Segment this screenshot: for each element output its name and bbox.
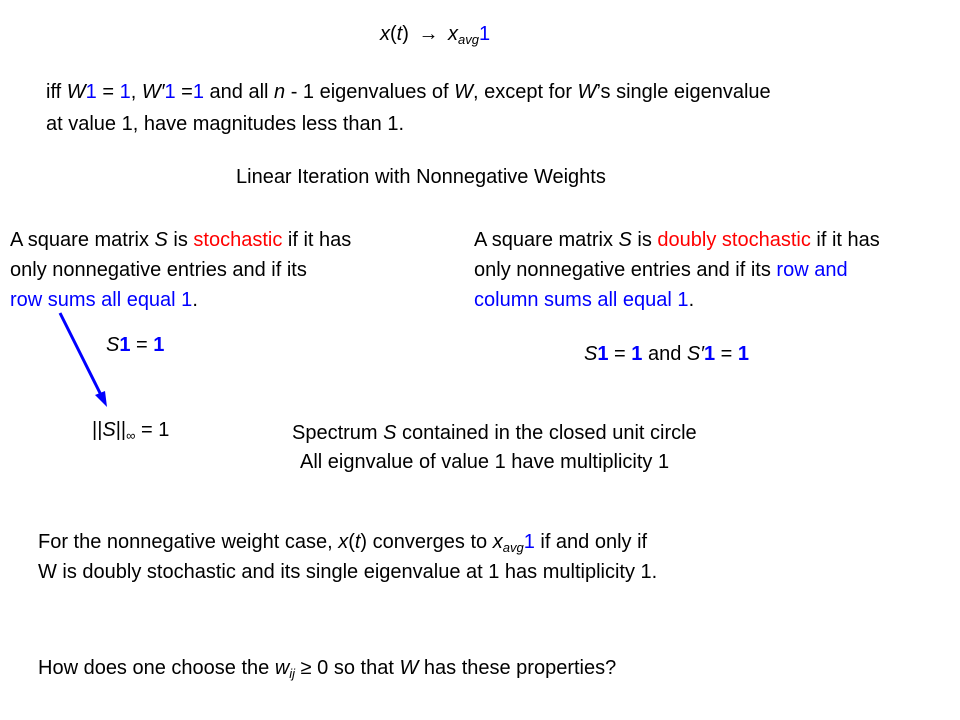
text: Spectrum — [292, 422, 384, 444]
text: and — [642, 343, 687, 365]
var-t: t — [396, 23, 403, 45]
term-stochastic: stochastic — [193, 229, 283, 251]
var-W: W — [454, 81, 474, 103]
ones-vector: 1 — [523, 531, 535, 553]
var-x: x — [380, 23, 390, 45]
var-W: W — [399, 657, 419, 679]
infinity-norm-equation — [92, 418, 169, 442]
paren-open: ( — [390, 23, 397, 45]
subscript-avg: avg — [502, 540, 524, 555]
text: = — [175, 81, 193, 103]
text: is — [631, 229, 658, 251]
ones-vector: 1 — [703, 343, 716, 365]
var-xavg: x — [448, 23, 459, 45]
var-W-transpose: W′ — [141, 81, 165, 103]
section-heading: Linear Iteration with Nonnegative Weights — [236, 166, 606, 188]
var-x: x — [338, 531, 349, 553]
text: = — [715, 343, 738, 365]
var-t: t — [354, 531, 361, 553]
text: if it has — [282, 229, 352, 251]
var-S: S — [584, 343, 598, 365]
text: . — [192, 289, 198, 311]
var-W: W — [66, 81, 86, 103]
text: has these properties? — [418, 657, 617, 679]
var-S: S — [102, 419, 116, 441]
ones-vector: 1 — [153, 334, 165, 356]
text: contained in the closed unit circle — [396, 422, 697, 444]
text: A square matrix — [10, 229, 155, 251]
text: = — [608, 343, 632, 365]
ones-vector: 1 — [479, 23, 491, 45]
text: , — [130, 81, 142, 103]
var-S: S — [618, 229, 632, 251]
ones-vector: 1 — [737, 343, 750, 365]
var-S: S — [154, 229, 168, 251]
ones-vector: 1 — [192, 81, 204, 103]
var-S-transpose: S′ — [686, 343, 704, 365]
text: 0 so that — [317, 657, 400, 679]
var-n: n — [274, 81, 286, 103]
var-W: W — [577, 81, 597, 103]
text: if it has — [810, 229, 880, 251]
ones-vector: 1 — [119, 334, 131, 356]
subscript-avg: avg — [458, 32, 479, 47]
doubly-stochastic-equation — [584, 342, 749, 366]
text: ) — [360, 531, 368, 553]
ones-vector: 1 — [631, 343, 643, 365]
row-and-phrase: row and — [776, 259, 848, 281]
paren-close: ) — [402, 23, 409, 45]
doubly-stochastic-def-line-1 — [474, 228, 880, 252]
ones-vector: 1 — [85, 81, 97, 103]
var-w: w — [274, 657, 290, 679]
text: is — [167, 229, 194, 251]
text: , except for — [473, 81, 578, 103]
var-xavg: x — [492, 531, 503, 553]
iff-condition-line-2: at value 1, have magnitudes less than 1. — [46, 113, 405, 135]
text: iff — [46, 81, 67, 103]
text: ( — [348, 531, 355, 553]
text: A square matrix — [474, 229, 619, 251]
closing-question — [38, 656, 616, 680]
text: if and only if — [534, 531, 648, 553]
infinity-symbol: ∞ — [126, 428, 136, 443]
text: How does one choose the — [38, 657, 275, 679]
text: = — [96, 81, 120, 103]
text: and all — [203, 81, 275, 103]
ones-vector: 1 — [597, 343, 609, 365]
ones-vector: 1 — [164, 81, 176, 103]
text: - 1 eigenvalues of — [285, 81, 455, 103]
subscript-ij: ij — [289, 666, 296, 681]
column-sums-phrase: column sums all equal 1 — [474, 289, 689, 311]
spectrum-line-1 — [292, 421, 697, 445]
spectrum-line-2: All eignvalue of value 1 have multiplicity 1 — [300, 451, 670, 473]
text: || — [92, 419, 103, 441]
geq-symbol: ≥ — [295, 657, 318, 679]
row-sums-phrase: row sums all equal 1 — [10, 289, 193, 311]
conclusion-line-2: W is doubly stochastic and its single eigenvalue at 1 has multiplicity 1. — [38, 561, 658, 583]
doubly-stochastic-def-line-2 — [474, 258, 848, 282]
text: = — [130, 334, 154, 356]
text: . — [688, 289, 695, 311]
text: || — [115, 419, 127, 441]
arrow-symbol: → — [418, 23, 439, 45]
conclusion-line-1 — [38, 530, 647, 554]
text: For the nonnegative weight case, — [38, 531, 339, 553]
var-S: S — [383, 422, 397, 444]
stochastic-def-line-2: only nonnegative entries and if its — [10, 259, 307, 281]
var-S: S — [106, 334, 120, 356]
text: = 1 — [135, 419, 170, 441]
term-doubly-stochastic: doubly stochastic — [657, 229, 811, 251]
text: only nonnegative entries and if its — [474, 259, 777, 281]
text: ’s single eigenvalue — [596, 81, 771, 103]
text: converges to — [367, 531, 493, 553]
ones-vector: 1 — [119, 81, 131, 103]
doubly-stochastic-def-line-3 — [474, 288, 694, 312]
